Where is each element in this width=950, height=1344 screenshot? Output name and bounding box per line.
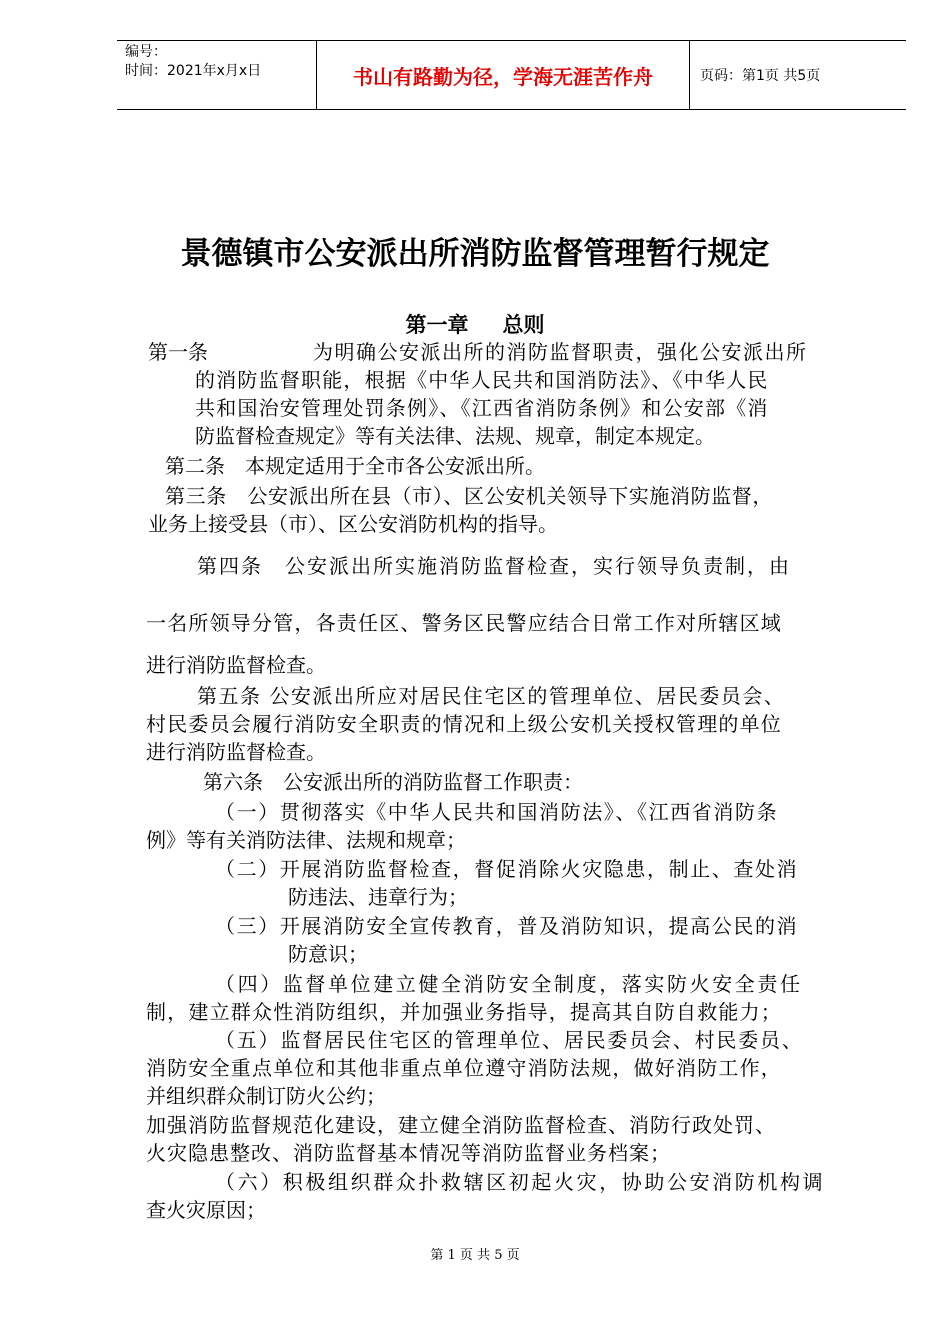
- text-line: 第五条 公安派出所应对居民住宅区的管理单位、居民委员会、: [197, 684, 786, 708]
- page-header: [117, 40, 906, 110]
- text-line: 加强消防监督规范化建设，建立健全消防监督检查、消防行政处罚、: [146, 1113, 776, 1137]
- text-line: 消防安全重点单位和其他非重点单位遵守消防法规，做好消防工作，: [146, 1056, 782, 1080]
- text-line: 村民委员会履行消防安全职责的情况和上级公安机关授权管理的单位: [146, 712, 782, 736]
- text-line: 火灾隐患整改、消防监督基本情况等消防监督业务档案；: [146, 1141, 671, 1165]
- text-line: 第四条 公安派出所实施消防监督检查，实行领导负责制，由: [197, 554, 791, 578]
- chapter-name: 总则: [502, 313, 545, 337]
- text-line: （五）监督居民住宅区的管理单位、居民委员会、村民委员、: [215, 1028, 804, 1052]
- text-line: 进行消防监督检查。: [146, 740, 326, 764]
- text-line: 第三条 公安派出所在县（市）、区公安机关领导下实施消防监督，: [165, 484, 773, 508]
- text-line: （一）贯彻落实《中华人民共和国消防法》、《江西省消防条: [215, 800, 779, 824]
- chapter-number: 第一章: [405, 313, 469, 337]
- text-line: 共和国治安管理处罚条例》、《江西省消防条例》和公安部《消: [195, 396, 769, 420]
- text-line: （六）积极组织群众扑救辖区初起火灾，协助公安消防机构调: [215, 1170, 826, 1194]
- document-title: 景德镇市公安派出所消防监督管理暂行规定: [180, 236, 770, 272]
- text-line: 进行消防监督检查。: [146, 653, 326, 677]
- number-label: 编号：: [125, 44, 167, 60]
- article-1-label: 第一条: [148, 340, 208, 364]
- text-line: （四）监督单位建立健全消防安全制度，落实防火安全责任: [215, 972, 803, 996]
- header-motto: 书山有路勤为径，学海无涯苦作舟: [317, 41, 690, 109]
- page-footer: 第 1 页 共 5 页: [430, 1248, 520, 1263]
- text-line: （二）开展消防监督检查，督促消除火灾隐患，制止、查处消: [215, 857, 799, 881]
- text-line: 防意识；: [288, 942, 368, 966]
- text-line: 一名所领导分管，各责任区、警务区民警应结合日常工作对所辖区域: [146, 611, 782, 635]
- time-label: 时间：2021年x月x日: [125, 63, 262, 79]
- text-line: 例》等有关消防法律、法规和规章；: [146, 828, 466, 852]
- text-line: 防违法、违章行为；: [288, 885, 468, 909]
- text-line: 并组织群众制订防火公约；: [146, 1084, 386, 1108]
- text-line: 为明确公安派出所的消防监督职责，强化公安派出所: [313, 340, 808, 364]
- header-page-info: 页码：第1页 共5页: [700, 68, 821, 84]
- text-line: 制，建立群众性消防组织，并加强业务指导，提高其自防自救能力；: [146, 1000, 782, 1024]
- header-meta: [117, 41, 317, 109]
- text-line: 第六条 公安派出所的消防监督工作职责：: [203, 770, 583, 794]
- text-line: 查火灾原因；: [146, 1198, 266, 1222]
- text-line: 的消防监督职能，根据《中华人民共和国消防法》、《中华人民: [195, 368, 769, 392]
- chapter-heading: [0, 309, 950, 339]
- text-line: 业务上接受县（市）、区公安消防机构的指导。: [148, 512, 558, 536]
- text-line: 第二条 本规定适用于全市各公安派出所。: [165, 454, 545, 478]
- text-line: （三）开展消防安全宣传教育，普及消防知识，提高公民的消: [215, 914, 799, 938]
- text-line: 防监督检查规定》等有关法律、法规、规章，制定本规定。: [195, 424, 715, 448]
